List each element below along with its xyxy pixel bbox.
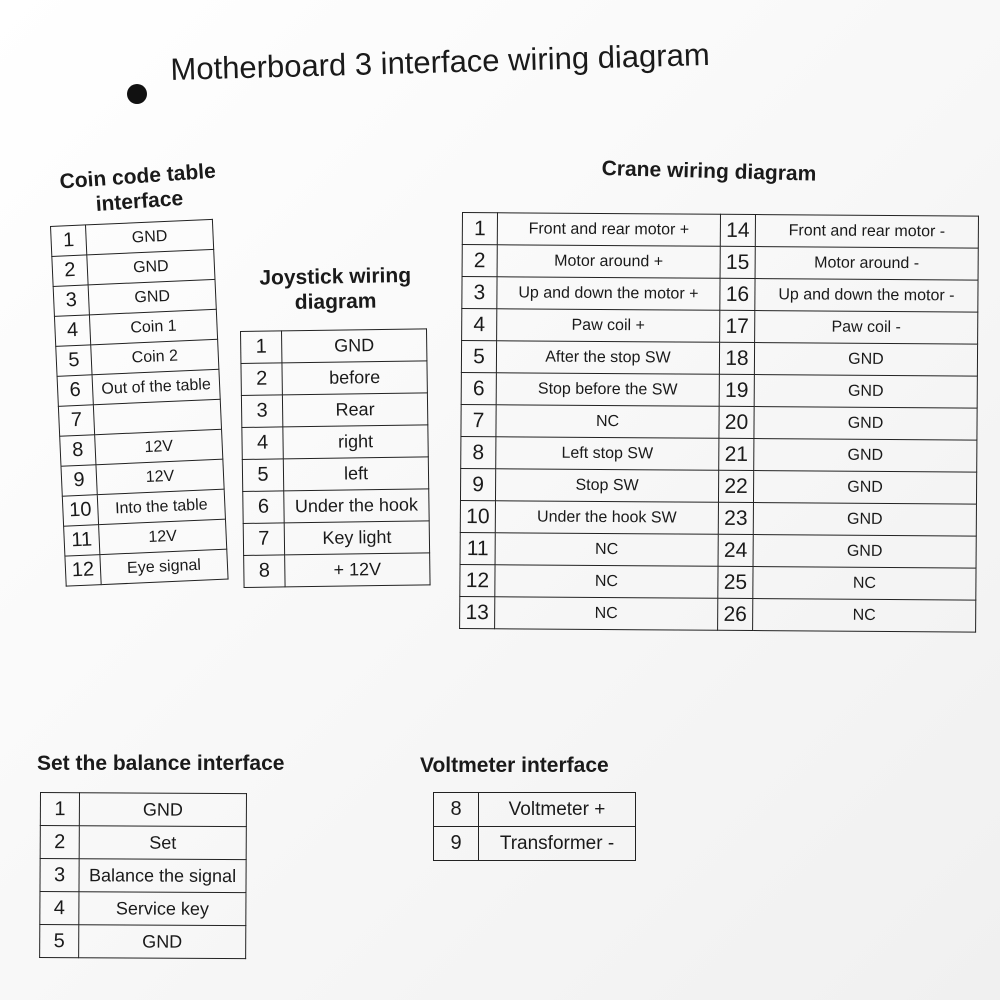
pin-label: Front and rear motor -	[755, 215, 978, 249]
pin-label: GND	[87, 249, 215, 285]
pin-label: NC	[495, 565, 718, 599]
table-row	[40, 925, 246, 959]
pin-number: 13	[460, 596, 495, 628]
pin-label: Up and down the motor -	[755, 279, 978, 313]
pin-label: Stop before the SW	[496, 373, 719, 407]
pin-number: 25	[718, 566, 753, 598]
pin-number: 5	[242, 459, 283, 492]
pin-number: 10	[62, 495, 98, 526]
pin-number: 24	[718, 534, 753, 566]
coin-table-heading	[52, 158, 225, 220]
table-row	[241, 329, 427, 364]
pin-label: left	[283, 457, 428, 491]
table-row	[243, 489, 429, 524]
pin-number: 7	[243, 523, 284, 556]
table-row	[461, 372, 977, 408]
pin-number: 1	[241, 331, 282, 364]
pin-number: 17	[720, 310, 755, 342]
joystick-heading-line2: diagram	[294, 289, 377, 315]
pin-number: 5	[40, 925, 79, 958]
pin-label: 12V	[95, 429, 223, 465]
table-row	[40, 859, 246, 893]
pin-label: NC	[496, 405, 719, 439]
pin-number: 7	[461, 404, 496, 436]
pin-label: GND	[282, 329, 427, 363]
pin-number: 2	[52, 255, 88, 286]
pin-number: 8	[60, 435, 96, 466]
pin-label: Under the hook	[284, 489, 429, 523]
pin-label: Left stop SW	[496, 437, 719, 471]
pin-label: + 12V	[285, 553, 430, 587]
pin-label: Transformer -	[479, 827, 636, 861]
joystick-table	[240, 328, 431, 588]
pin-label: GND	[88, 279, 216, 315]
page-title: Motherboard 3 interface wiring diagram	[170, 36, 711, 87]
pin-number: 1	[462, 213, 497, 245]
pin-label: Paw coil +	[497, 309, 720, 343]
table-row	[461, 436, 977, 472]
pin-label: Service key	[79, 892, 246, 926]
pin-label: Motor around -	[755, 247, 978, 281]
pin-label: GND	[754, 375, 977, 409]
table-row	[434, 793, 636, 827]
pin-label: GND	[79, 793, 246, 827]
pin-number: 18	[719, 342, 754, 374]
pin-label: Up and down the motor +	[497, 277, 720, 311]
pin-label: Voltmeter +	[479, 793, 636, 827]
pin-label: GND	[754, 407, 977, 441]
table-row	[461, 341, 977, 377]
pin-number: 5	[56, 345, 92, 376]
pin-number: 14	[720, 214, 755, 246]
pin-label: GND	[79, 925, 246, 959]
pin-number: 1	[40, 793, 79, 826]
table-row	[40, 826, 246, 860]
pin-number: 1	[51, 225, 87, 256]
coin-table-heading-line1: Coin code table	[58, 159, 217, 194]
pin-label: GND	[85, 219, 213, 255]
pin-number: 12	[460, 564, 495, 596]
pin-number: 7	[58, 405, 94, 436]
table-row	[242, 457, 428, 492]
pin-number: 3	[40, 859, 79, 892]
table-row	[460, 532, 976, 568]
pin-number: 6	[57, 375, 93, 406]
pin-number: 4	[462, 309, 497, 341]
pin-number: 3	[462, 277, 497, 309]
pin-label: NC	[753, 599, 976, 633]
pin-number: 2	[241, 363, 282, 396]
pin-label: Paw coil -	[755, 311, 978, 345]
pin-number: 5	[461, 341, 496, 373]
table-row	[243, 521, 429, 556]
pin-label: GND	[753, 535, 976, 569]
pin-number: 2	[462, 245, 497, 277]
table-row	[40, 793, 246, 827]
voltmeter-table	[433, 792, 636, 861]
pin-label: Set	[79, 826, 246, 860]
pin-number: 2	[40, 826, 79, 859]
table-row	[460, 468, 976, 504]
pin-number: 6	[243, 491, 284, 524]
table-row	[460, 564, 976, 600]
pin-label: Coin 2	[91, 339, 219, 375]
crane-table	[459, 212, 979, 633]
pin-number: 4	[242, 427, 283, 460]
voltmeter-heading: Voltmeter interface	[420, 754, 609, 777]
bullet-icon	[127, 84, 147, 104]
pin-label: Key light	[284, 521, 429, 555]
pin-label: GND	[754, 343, 977, 377]
pin-number: 23	[718, 502, 753, 534]
pin-number: 8	[434, 793, 479, 827]
pin-label: GND	[753, 503, 976, 537]
pin-label: NC	[495, 533, 718, 567]
table-row	[434, 827, 636, 861]
joystick-heading-line1: Joystick wiring	[259, 263, 412, 290]
pin-number: 4	[40, 892, 79, 925]
table-row	[461, 404, 977, 440]
pin-number: 20	[719, 406, 754, 438]
pin-number: 19	[719, 374, 754, 406]
pin-number: 3	[53, 285, 89, 316]
pin-number: 12	[65, 555, 101, 586]
table-row	[241, 393, 427, 428]
pin-label: right	[283, 425, 428, 459]
table-row	[462, 213, 978, 249]
pin-number: 26	[718, 598, 753, 630]
pin-number: 6	[461, 372, 496, 404]
coin-table-heading-line2: interface	[94, 186, 184, 217]
pin-label: GND	[753, 471, 976, 505]
table-row	[65, 549, 228, 586]
coin-table	[50, 219, 229, 587]
pin-label: Stop SW	[495, 469, 718, 503]
pin-label: After the stop SW	[496, 341, 719, 375]
pin-label: 12V	[96, 459, 224, 495]
balance-table	[39, 792, 247, 959]
pin-number: 10	[460, 500, 495, 532]
pin-number: 9	[61, 465, 97, 496]
pin-label: Coin 1	[89, 309, 217, 345]
pin-number: 11	[64, 525, 100, 556]
pin-label: GND	[754, 439, 977, 473]
table-row	[242, 425, 428, 460]
pin-label: Rear	[282, 393, 427, 427]
pin-number: 8	[461, 436, 496, 468]
pin-number: 22	[718, 470, 753, 502]
pin-label: Front and rear motor +	[497, 213, 720, 247]
table-row	[241, 361, 427, 396]
pin-label: NC	[495, 597, 718, 631]
table-row	[462, 309, 978, 345]
pin-label: Motor around +	[497, 245, 720, 279]
table-row	[462, 277, 978, 313]
pin-label: Out of the table	[92, 369, 220, 405]
crane-heading: Crane wiring diagram	[601, 156, 817, 186]
pin-number: 3	[241, 395, 282, 428]
pin-label: Balance the signal	[79, 859, 246, 893]
pin-number: 4	[54, 315, 90, 346]
pin-label: 12V	[99, 519, 227, 555]
pin-number: 11	[460, 532, 495, 564]
joystick-heading	[238, 263, 433, 316]
balance-heading: Set the balance interface	[37, 752, 285, 775]
table-row	[462, 245, 978, 281]
table-row	[460, 596, 976, 632]
pin-number: 9	[460, 468, 495, 500]
pin-label: NC	[753, 567, 976, 601]
table-row	[460, 500, 976, 536]
pin-label: Into the table	[97, 489, 225, 525]
pin-label: Eye signal	[100, 549, 228, 585]
table-row	[40, 892, 246, 926]
pin-number: 8	[244, 555, 285, 588]
pin-number: 15	[720, 246, 755, 278]
pin-label: before	[282, 361, 427, 395]
table-row	[244, 553, 430, 588]
pin-number: 21	[719, 438, 754, 470]
pin-number: 16	[720, 278, 755, 310]
pin-label: Under the hook SW	[495, 501, 718, 535]
pin-number: 9	[434, 827, 479, 861]
